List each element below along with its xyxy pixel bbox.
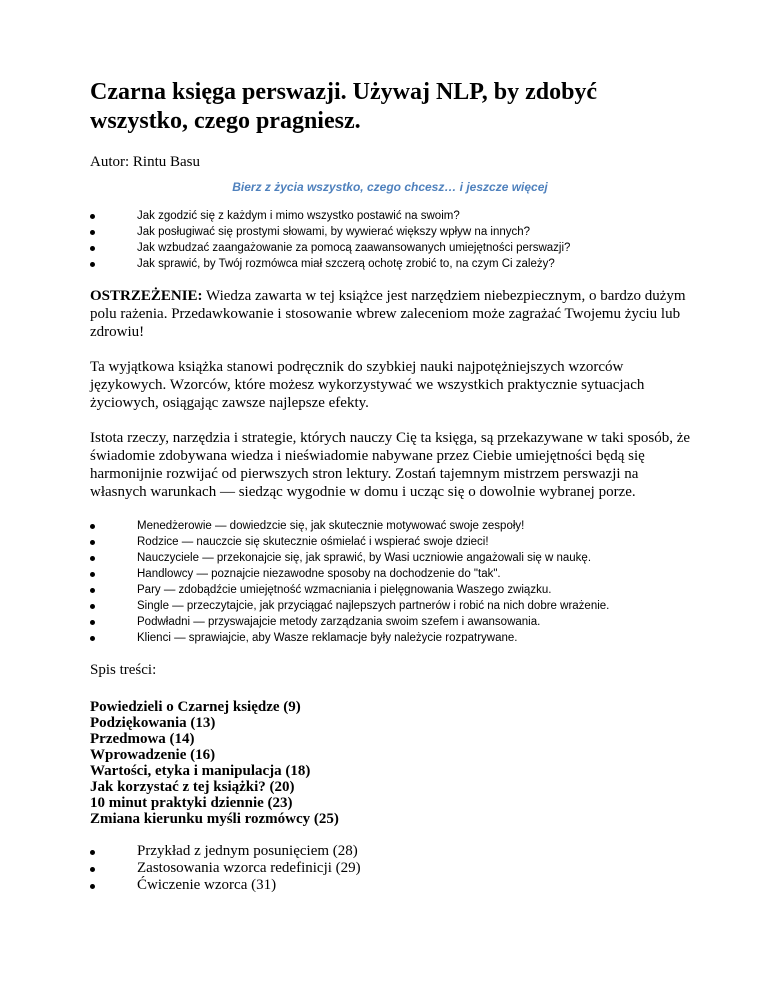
- table-of-contents: [90, 699, 690, 827]
- bullet-icon: [90, 850, 95, 855]
- bullet-icon: [90, 620, 95, 625]
- warning-text: Wiedza zawarta w tej książce jest narzędziem niebezpiecznym, o bardzo dużym polu rażenia. Przedawkowanie i stosowanie wbrew zaleceniom może zagrażać Twojemu życiu lub zdrowiu!: [90, 288, 686, 340]
- toc-entry: Wartości, etyka i manipulacja (18): [90, 763, 311, 779]
- document-title: Czarna księga perswazji. Używaj NLP, by zdobyć wszystko, czego pragniesz.: [90, 79, 598, 134]
- list-item: Menedżerowie — dowiedzcie się, jak skutecznie motywować swoje zespoły!: [90, 518, 690, 534]
- questions-list: [90, 208, 690, 272]
- bullet-icon: [90, 867, 95, 872]
- toc-entry: Powiedzieli o Czarnej księdze (9): [90, 699, 301, 715]
- list-item: Jak posługiwać się prostymi słowami, by wywierać większy wpływ na innych?: [90, 224, 690, 240]
- bullet-icon: [90, 214, 95, 219]
- author-line: Autor: Rintu Basu: [90, 154, 201, 170]
- toc-entry: Wprowadzenie (16): [90, 747, 216, 763]
- warning-label: OSTRZEŻENIE:: [90, 288, 203, 304]
- list-item: Jak wzbudzać zaangażowanie za pomocą zaawansowanych umiejętności perswazji?: [90, 240, 690, 256]
- toc-entry: Zmiana kierunku myśli rozmówcy (25): [90, 811, 339, 827]
- list-item: Podwładni — przyswajajcie metody zarządzania swoim szefem i awansowania.: [90, 614, 690, 630]
- list-item: Nauczyciele — przekonajcie się, jak sprawić, by Wasi uczniowie angażowali się w naukę.: [90, 550, 690, 566]
- list-item: Zastosowania wzorca redefinicji (29): [90, 860, 690, 877]
- bullet-icon: [90, 604, 95, 609]
- audience-list: [90, 518, 690, 646]
- list-item: Klienci — sprawiajcie, aby Wasze reklamacje były należycie rozpatrywane.: [90, 630, 690, 646]
- toc-entry: Jak korzystać z tej książki? (20): [90, 779, 295, 795]
- toc-sub-list: [90, 843, 690, 894]
- intro-paragraph: Ta wyjątkowa książka stanowi podręcznik do szybkiej nauki najpotężniejszych wzorców językowych. Wzorców, które możesz wykorzystywać we wszystkich praktycznie sytuacjach życiowych, osiągając zawsze najlepsze efekty.: [90, 359, 645, 411]
- bullet-icon: [90, 556, 95, 561]
- document-page: [90, 78, 690, 894]
- warning-paragraph: [90, 287, 690, 341]
- bullet-icon: [90, 636, 95, 641]
- bullet-icon: [90, 588, 95, 593]
- bullet-icon: [90, 230, 95, 235]
- list-item: Handlowcy — poznajcie niezawodne sposoby na dochodzenie do "tak".: [90, 566, 690, 582]
- bullet-icon: [90, 246, 95, 251]
- list-item: Przykład z jednym posunięciem (28): [90, 843, 690, 860]
- toc-entry: 10 minut praktyki dziennie (23): [90, 795, 293, 811]
- list-item: Pary — zdobądźcie umiejętność wzmacniania i pielęgnowania Waszego związku.: [90, 582, 690, 598]
- bullet-icon: [90, 884, 95, 889]
- bullet-icon: [90, 262, 95, 267]
- list-item: Jak zgodzić się z każdym i mimo wszystko postawić na swoim?: [90, 208, 690, 224]
- list-item: Single — przeczytajcie, jak przyciągać najlepszych partnerów i robić na nich dobre wrażenie.: [90, 598, 690, 614]
- description-paragraph: Istota rzeczy, narzędzia i strategie, których nauczy Cię ta księga, są przekazywane w taki sposób, że świadomie zdobywana wiedza i nieświadomie nabywane przez Ciebie umiejętności będą się harmonijnie rozwijać od pierwszych stron lektury. Zostań tajemnym mistrzem perswazji na własnych warunkach — siedząc wygodnie w domu i ucząc się o dowolnie wybranej porze.: [90, 430, 691, 500]
- list-item: Jak sprawić, by Twój rozmówca miał szczerą ochotę zrobić to, na czym Ci zależy?: [90, 256, 690, 272]
- toc-entry: Podziękowania (13): [90, 715, 216, 731]
- list-item: Rodzice — nauczcie się skutecznie ośmielać i wspierać swoje dzieci!: [90, 534, 690, 550]
- list-item: Ćwiczenie wzorca (31): [90, 877, 690, 894]
- toc-heading: Spis treści:: [90, 662, 157, 678]
- subtitle: Bierz z życia wszystko, czego chcesz… i jeszcze więcej: [232, 180, 548, 194]
- bullet-icon: [90, 540, 95, 545]
- bullet-icon: [90, 524, 95, 529]
- bullet-icon: [90, 572, 95, 577]
- toc-entry: Przedmowa (14): [90, 731, 195, 747]
